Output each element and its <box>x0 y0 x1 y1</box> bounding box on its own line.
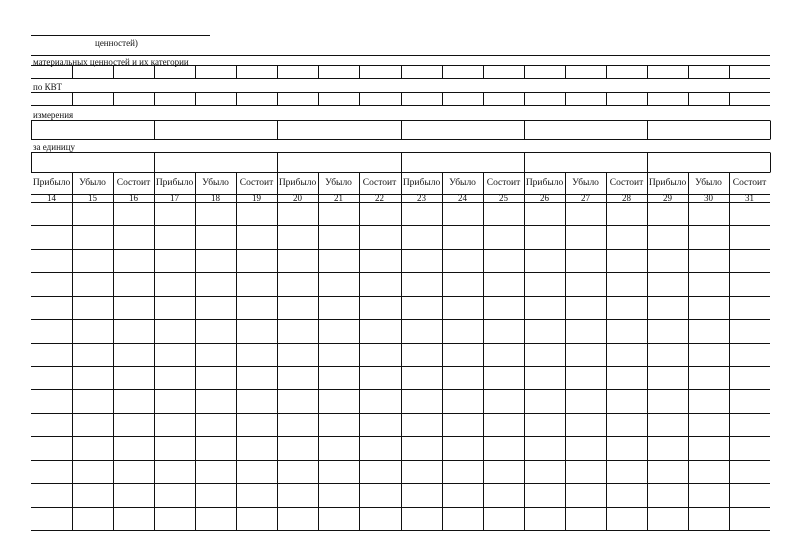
column-header-3: Состоит <box>116 178 151 188</box>
column-number-30: 30 <box>704 193 714 203</box>
column-number-22: 22 <box>375 193 385 203</box>
column-number-31: 31 <box>745 193 755 203</box>
column-header-8: Убыло <box>325 178 352 188</box>
column-number-28: 28 <box>622 193 632 203</box>
column-number-25: 25 <box>499 193 509 203</box>
column-number-18: 18 <box>211 193 221 203</box>
column-header-7: Прибыло <box>278 178 317 188</box>
column-header-1: Прибыло <box>32 178 71 188</box>
column-number-16: 16 <box>129 193 139 203</box>
column-header-4: Прибыло <box>155 178 194 188</box>
column-number-21: 21 <box>334 193 344 203</box>
column-header-2: Убыло <box>79 178 106 188</box>
column-header-13: Прибыло <box>525 178 564 188</box>
column-header-15: Состоит <box>609 178 644 188</box>
column-number-15: 15 <box>88 193 98 203</box>
column-header-16: Прибыло <box>648 178 687 188</box>
column-header-5: Убыло <box>202 178 229 188</box>
column-number-26: 26 <box>540 193 550 203</box>
column-header-9: Состоит <box>362 178 397 188</box>
row-label-per-unit: за единицу <box>33 142 76 152</box>
column-header-10: Прибыло <box>402 178 441 188</box>
column-header-6: Состоит <box>239 178 274 188</box>
column-number-27: 27 <box>581 193 591 203</box>
row-label-materials: материальных ценностей и их категории <box>33 57 189 67</box>
column-number-19: 19 <box>252 193 262 203</box>
column-number-29: 29 <box>663 193 673 203</box>
row-label-kvt: по КВТ <box>33 82 62 92</box>
top-caption: ценностей) <box>95 38 138 48</box>
column-header-11: Убыло <box>449 178 476 188</box>
column-header-12: Состоит <box>486 178 521 188</box>
column-number-23: 23 <box>417 193 427 203</box>
column-number-24: 24 <box>458 193 468 203</box>
column-number-14: 14 <box>47 193 57 203</box>
column-number-17: 17 <box>170 193 180 203</box>
column-number-20: 20 <box>293 193 303 203</box>
row-label-units: измерения <box>33 110 74 120</box>
column-header-17: Убыло <box>695 178 722 188</box>
column-header-18: Состоит <box>732 178 767 188</box>
column-header-14: Убыло <box>572 178 599 188</box>
